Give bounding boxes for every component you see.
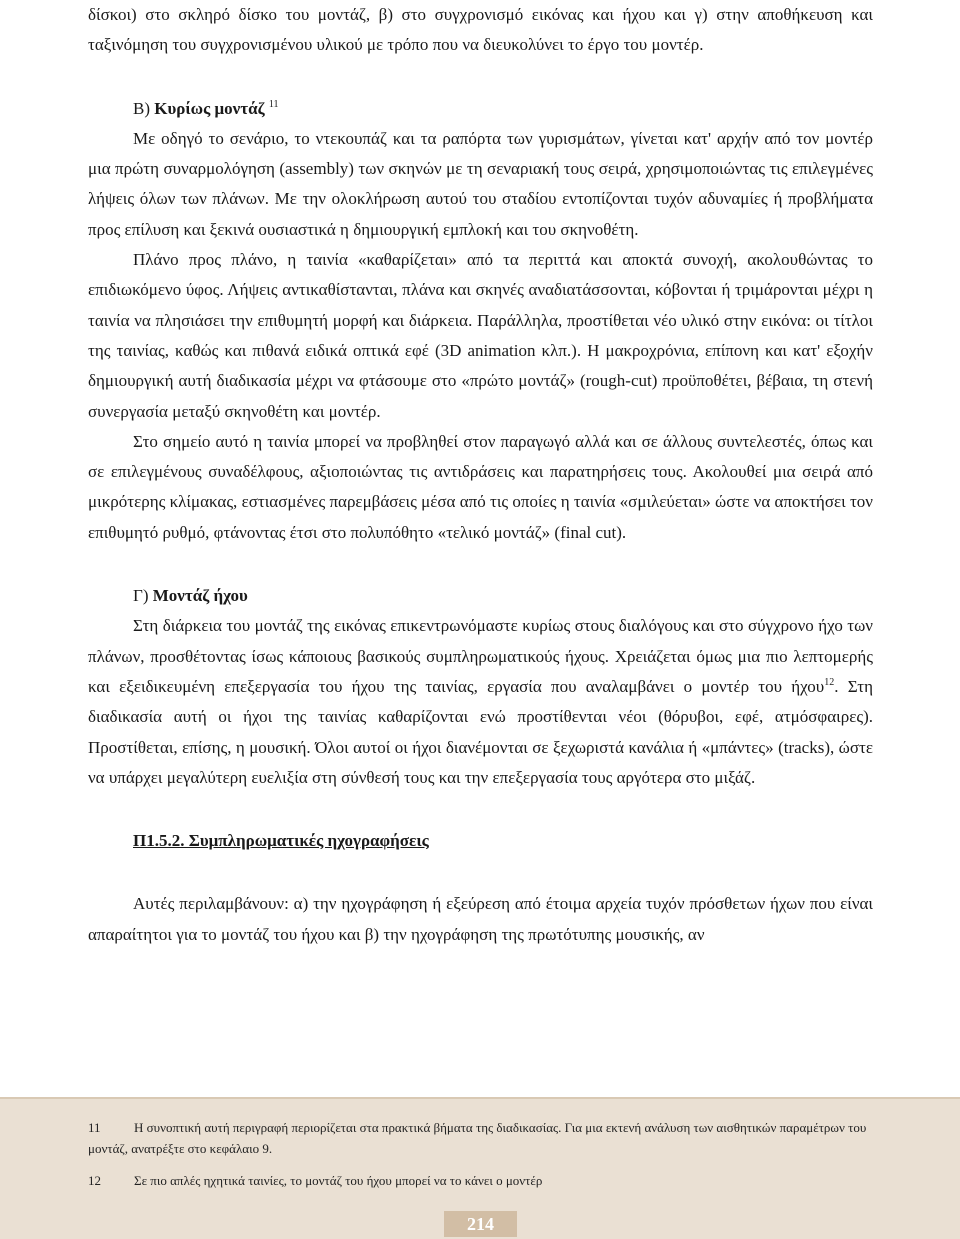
section-g-label: Γ) [133, 586, 153, 606]
footnote-11 [88, 1117, 873, 1159]
section-g-title: Μοντάζ ήχου [152, 586, 248, 606]
subsection-paragraph-1: Αυτές περιλαμβάνουν: α) την ηχογράφηση ή εξεύρεση από έτοιμα αρχεία τυχόν πρόσθετων ήχων που είναι απαραίτητοι για το μοντάζ του ήχου και β) την ηχογράφηση της πρωτότυπης μουσικής, αν [88, 894, 873, 944]
page-number: 214 [444, 1211, 517, 1237]
subsection-heading [88, 826, 873, 856]
section-g-text-a: Στη διάρκεια του μοντάζ της εικόνας επικεντρωνόμαστε κυρίως στους διαλόγους και στο σύγχρονο ήχο των πλάνων, προσθέτοντας ίσως κάποιους βασικούς συμπληρωματικούς ήχους. Χρειάζεται όμως μια πιο λεπτομερής και εξειδικευμένη επεξεργασία του ήχου της ταινίας, εργασία που αναλαμβάνει ο μοντέρ του ήχου [88, 616, 873, 696]
section-b-paragraph-1: Με οδηγό το σενάριο, το ντεκουπάζ και τα ραπόρτα των γυρισμάτων, γίνεται κατ' αρχήν από τον μοντέρ μια πρώτη συναρμολόγηση (assembly) των σκηνών με τη σεναριακή τους σειρά, χρησιμοποιώντας τις επιλεγμένες λήψεις όλων των πλάνων. Με την ολοκλήρωση αυτού του σταδίου εντοπίζονται τυχόν αδυναμίες ή προβλήματα προς επίλυση και ξεκινά ουσιαστικά η δημιουργική εμπλοκή και του σκηνοθέτη. [88, 128, 873, 239]
section-g-heading [88, 581, 873, 611]
footnote-12 [88, 1170, 873, 1191]
intro-paragraph: δίσκοι) στο σκληρό δίσκο του μοντάζ, β) στο συγχρονισμό εικόνας και ήχου και γ) στην αποθήκευση και ταξινόμηση του συγχρονισμένου υλικού με τρόπο που να διευκολύνει το έργο του μοντέρ. [88, 5, 873, 55]
section-b-paragraph-3: Στο σημείο αυτό η ταινία μπορεί να προβληθεί στον παραγωγό αλλά και σε άλλους συντελεστές, όπως και σε επιλεγμένους συναδέλφους, αξιοποιώντας τις αντιδράσεις και παρατηρήσεις τους. Ακολουθεί μια σειρά από μικρότερης κλίμακας, εστιασμένες παρεμβάσεις μέσα από τις οποίες η ταινία «σμιλεύεται» ώστε να αποκτήσει τον επιθυμητό ρυθμό, φτάνοντας έτσι στο πολυπόθητο «τελικό μοντάζ» (final cut). [88, 431, 873, 542]
footnote-ref-11[interactable]: 11 [268, 98, 279, 110]
footnote-number: 12 [88, 1173, 101, 1188]
section-b-title: Κυρίως μοντάζ [154, 98, 265, 118]
footnote-text: Σε πιο απλές ηχητικά ταινίες, το μοντάζ του ήχου μπορεί να το κάνει ο μοντέρ [134, 1173, 543, 1188]
section-b-label: Β) [133, 98, 155, 118]
subsection-title: Π1.5.2. Συμπληρωματικές ηχογραφήσεις [133, 831, 429, 851]
section-b-paragraph-2: Πλάνο προς πλάνο, η ταινία «καθαρίζεται» από τα περιττά και αποκτά συνοχή, ακολουθώντας το επιδιωκόμενο ύφος. Λήψεις αντικαθίστανται, πλάνα και σκηνές αναδιατάσσονται, κόβονται ή τριμάρονται μέχρι η ταινία να πλησιάσει την επιθυμητή μορφή και διάρκεια. Παράλληλα, προστίθεται νέο υλικό στην εικόνα: οι τίτλοι της ταινίας, καθώς και πιθανά ειδικά οπτικά εφέ (3D animation κλπ.). Η μακροχρόνια, επίπονη και κατ' εξοχήν δημιουργική αυτή διαδικασία μέχρι να φτάσουμε στο «πρώτο μοντάζ» (rough-cut) προϋποθέτει, βέβαια, τη στενή συνεργασία μεταξύ σκηνοθέτη και μοντέρ. [88, 250, 873, 421]
footnote-text: Η συνοπτική αυτή περιγραφή περιορίζεται στα πρακτικά βήματα της διαδικασίας. Για μια εκτενή ανάλυση των αισθητικών παραμέτρων του μοντάζ, ανατρέξτε στο κεφάλαιο 9. [88, 1120, 867, 1156]
section-g-text-b: . Στη διαδικασία αυτή οι ήχοι της ταινίας καθαρίζονται ενώ προστίθενται νέοι (θόρυβοι, εφέ, ατμόσφαιρες). Προστίθεται, επίσης, η μουσική. Όλοι αυτοί οι ήχοι διανέμονται σε ξεχωριστά κανάλια ή «μπάντες» (tracks), ώστε να υπάρχει μεγαλύτερη ευελιξία στη σύνθεσή τους και την επεξεργασία τους αργότερα στο μιξάζ. [88, 676, 874, 787]
main-text [88, 0, 873, 950]
section-g-paragraph-1 [88, 611, 873, 793]
footnote-ref-12[interactable]: 12 [824, 676, 835, 688]
section-b-heading [88, 94, 873, 124]
footnote-number: 11 [88, 1120, 101, 1135]
